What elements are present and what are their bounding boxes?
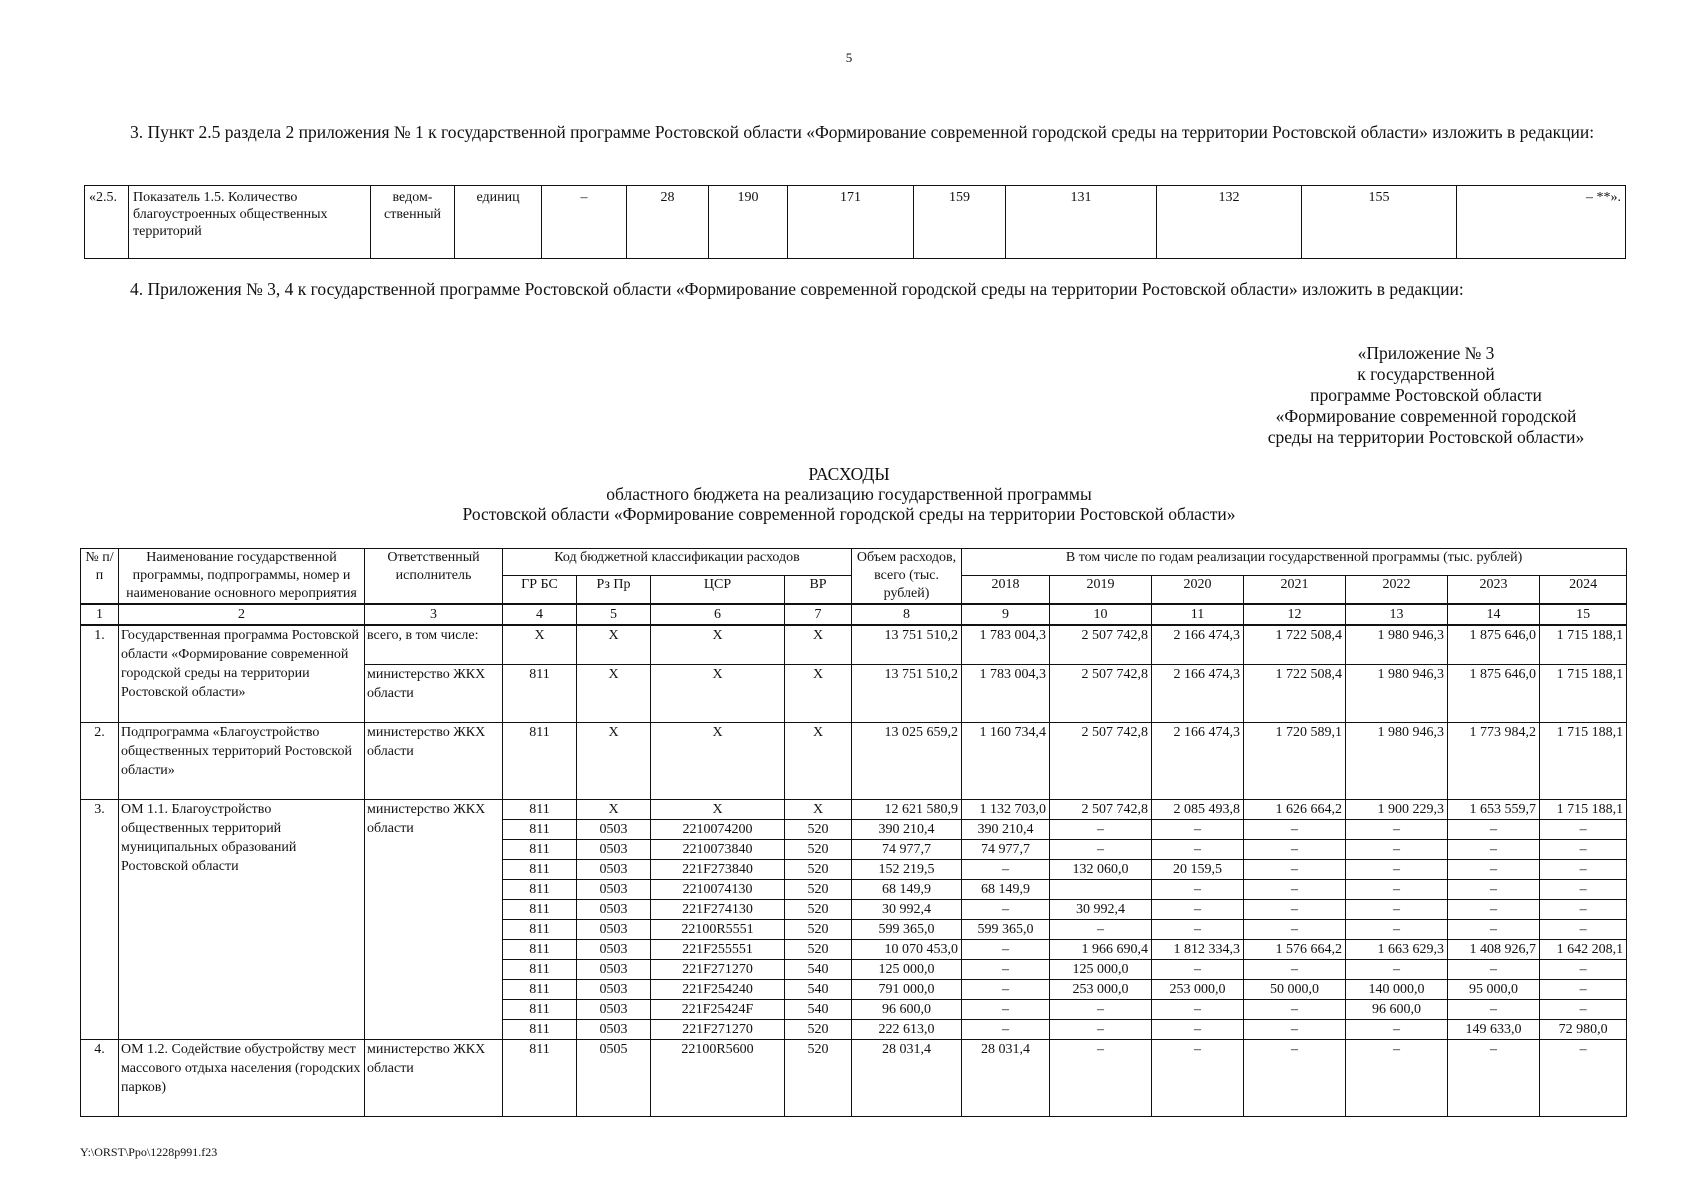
cell: – (1050, 1040, 1152, 1117)
header-year: 2019 (1050, 576, 1152, 604)
cell: 22100R5551 (651, 920, 785, 940)
cell: 811 (503, 840, 577, 860)
header-vr: ВР (785, 576, 852, 604)
cell: 811 (503, 1000, 577, 1020)
col-number: 4 (503, 604, 577, 625)
cell: 1 408 926,7 (1448, 940, 1540, 960)
cell: 0503 (577, 960, 651, 980)
cell: 68 149,9 (962, 880, 1050, 900)
cell: – (1540, 920, 1627, 940)
cell: – (1346, 880, 1448, 900)
col-number: 8 (852, 604, 962, 625)
page-number: 5 (845, 50, 853, 65)
cell: 811 (503, 880, 577, 900)
cell: 221F271270 (651, 1020, 785, 1040)
cell: – (1244, 1040, 1346, 1117)
cell: – (1152, 840, 1244, 860)
header-executor: Ответственный исполнитель (365, 549, 503, 605)
header-year: 2020 (1152, 576, 1244, 604)
cell: 1 900 229,3 (1346, 800, 1448, 820)
cell: 30 992,4 (1050, 900, 1152, 920)
row-num: 4. (81, 1040, 119, 1117)
col-number: 3 (365, 604, 503, 625)
cell: X (651, 665, 785, 723)
cell: 221F254240 (651, 980, 785, 1000)
cell: – (1244, 840, 1346, 860)
appendix-line: к государственной (1357, 364, 1495, 384)
cell: 791 000,0 (852, 980, 962, 1000)
cell: 390 210,4 (962, 820, 1050, 840)
cell: 12 621 580,9 (852, 800, 962, 820)
cell: 520 (785, 820, 852, 840)
cell: 0503 (577, 820, 651, 840)
indicator-cell: – (542, 186, 627, 259)
cell: 221F273840 (651, 860, 785, 880)
col-number: 10 (1050, 604, 1152, 625)
cell: 1 875 646,0 (1448, 625, 1540, 665)
paragraph-4: 4. Приложения № 3, 4 к государственной программе Ростовской области «Формирование современной городской среды на территории Ростовской области» изложить в редакции: (130, 279, 1464, 299)
cell: – (962, 960, 1050, 980)
row-name: Государственная программа Ростовской области «Формирование современной городской среды на территории Ростовской области» (119, 625, 365, 723)
indicator-cell: 155 (1302, 186, 1457, 259)
cell: 140 000,0 (1346, 980, 1448, 1000)
cell: – (1152, 1020, 1244, 1040)
cell: 2 507 742,8 (1050, 625, 1152, 665)
table-row (81, 723, 1627, 800)
cell: 221F255551 (651, 940, 785, 960)
cell: 74 977,7 (852, 840, 962, 860)
cell: 1 715 188,1 (1540, 723, 1627, 800)
cell: 811 (503, 723, 577, 800)
header-year: 2022 (1346, 576, 1448, 604)
cell: 1 773 984,2 (1448, 723, 1540, 800)
cell: – (1050, 820, 1152, 840)
cell: 2 507 742,8 (1050, 723, 1152, 800)
cell: – (1346, 1040, 1448, 1117)
cell: – (1448, 860, 1540, 880)
cell: 1 715 188,1 (1540, 665, 1627, 723)
cell: 0505 (577, 1040, 651, 1117)
cell: – (1448, 960, 1540, 980)
cell: 1 626 664,2 (1244, 800, 1346, 820)
cell: – (1244, 900, 1346, 920)
paragraph-3: 3. Пункт 2.5 раздела 2 приложения № 1 к государственной программе Ростовской области «Формирование современной городской среды на территории Ростовской области» изложить в редакции: (130, 122, 1595, 142)
cell: – (1244, 920, 1346, 940)
header-years: В том числе по годам реализации государственной программы (тыс. рублей) (962, 549, 1627, 576)
indicator-cell: «2.5. (85, 186, 129, 259)
cell: 520 (785, 860, 852, 880)
cell: – (1152, 1000, 1244, 1020)
cell: X (785, 665, 852, 723)
cell: – (962, 1020, 1050, 1040)
cell: – (962, 860, 1050, 880)
cell: – (1346, 820, 1448, 840)
cell: 22100R5600 (651, 1040, 785, 1117)
cell: 2 507 742,8 (1050, 665, 1152, 723)
cell: 149 633,0 (1448, 1020, 1540, 1040)
cell: – (1050, 1020, 1152, 1040)
appendix-line: «Формирование современной городской (1275, 406, 1577, 426)
cell: 0503 (577, 840, 651, 860)
cell: 520 (785, 1040, 852, 1117)
cell: – (1050, 840, 1152, 860)
cell: X (651, 723, 785, 800)
cell: 1 980 946,3 (1346, 625, 1448, 665)
cell: 1 783 004,3 (962, 625, 1050, 665)
cell: 125 000,0 (852, 960, 962, 980)
expenses-table (80, 548, 1627, 1117)
cell: 1 132 703,0 (962, 800, 1050, 820)
header-rzpr: Рз Пр (577, 576, 651, 604)
cell: X (785, 723, 852, 800)
cell: 96 600,0 (852, 1000, 962, 1020)
header-budget-code: Код бюджетной классификации расходов (503, 549, 852, 576)
cell: – (1152, 900, 1244, 920)
cell: 68 149,9 (852, 880, 962, 900)
cell: – (1448, 880, 1540, 900)
cell: 10 070 453,0 (852, 940, 962, 960)
cell: 811 (503, 1040, 577, 1117)
cell: – (1152, 1040, 1244, 1117)
cell: – (962, 1000, 1050, 1020)
cell: – (1448, 900, 1540, 920)
row-num: 2. (81, 723, 119, 800)
cell: 520 (785, 920, 852, 940)
cell: 1 663 629,3 (1346, 940, 1448, 960)
cell: – (1244, 960, 1346, 980)
cell: – (962, 940, 1050, 960)
col-number: 12 (1244, 604, 1346, 625)
cell: 74 977,7 (962, 840, 1050, 860)
cell: 811 (503, 960, 577, 980)
header-grbs: ГР БС (503, 576, 577, 604)
appendix-caption (1220, 343, 1632, 448)
header-year: 2021 (1244, 576, 1346, 604)
column-numbers-row (81, 604, 1627, 625)
cell: 540 (785, 960, 852, 980)
cell: 125 000,0 (1050, 960, 1152, 980)
cell: 540 (785, 1000, 852, 1020)
cell: – (1346, 920, 1448, 940)
cell: 0503 (577, 880, 651, 900)
cell: 0503 (577, 980, 651, 1000)
cell: 811 (503, 980, 577, 1000)
cell: – (962, 980, 1050, 1000)
col-number: 14 (1448, 604, 1540, 625)
cell: 1 812 334,3 (1152, 940, 1244, 960)
cell: – (1540, 900, 1627, 920)
cell: – (1540, 880, 1627, 900)
cell: 20 159,5 (1152, 860, 1244, 880)
col-number: 2 (119, 604, 365, 625)
file-path-footer: Y:\ORST\Ppo\1228p991.f23 (80, 1145, 218, 1159)
row-num: 3. (81, 800, 119, 1040)
cell: 253 000,0 (1152, 980, 1244, 1000)
cell: X (785, 625, 852, 665)
cell: 811 (503, 665, 577, 723)
cell: – (1540, 980, 1627, 1000)
cell: 811 (503, 820, 577, 840)
heading-line: Ростовской области «Формирование современной городской среды на территории Ростовской области» (462, 504, 1236, 524)
indicator-cell: 159 (914, 186, 1006, 259)
row-name: Подпрограмма «Благоустройство общественных территорий Ростовской области» (119, 723, 365, 800)
row-executor: всего, в том числе: (365, 625, 503, 665)
cell: 811 (503, 860, 577, 880)
indicator-row (85, 186, 1626, 259)
cell: 30 992,4 (852, 900, 962, 920)
heading-title: РАСХОДЫ (808, 464, 890, 484)
cell: – (1244, 1020, 1346, 1040)
cell: – (1244, 1000, 1346, 1020)
table-row (81, 625, 1627, 665)
row-executor: министерство ЖКХ области (365, 800, 503, 1040)
cell: – (1050, 1000, 1152, 1020)
cell: 2210073840 (651, 840, 785, 860)
cell: X (577, 625, 651, 665)
table-row (81, 800, 1627, 820)
cell: 0503 (577, 1020, 651, 1040)
cell: 72 980,0 (1540, 1020, 1627, 1040)
cell: – (1540, 860, 1627, 880)
row-name: ОМ 1.2. Содействие обустройству мест массового отдыха населения (городских парков) (119, 1040, 365, 1117)
cell: 13 751 510,2 (852, 665, 962, 723)
row-executor: министерство ЖКХ области (365, 723, 503, 800)
cell: 13 751 510,2 (852, 625, 962, 665)
cell: 1 715 188,1 (1540, 800, 1627, 820)
indicator-cell: 171 (788, 186, 914, 259)
col-number: 15 (1540, 604, 1627, 625)
cell: – (1244, 880, 1346, 900)
cell: – (1448, 920, 1540, 940)
cell: 1 642 208,1 (1540, 940, 1627, 960)
cell: 2 085 493,8 (1152, 800, 1244, 820)
cell: 1 720 589,1 (1244, 723, 1346, 800)
cell: 520 (785, 840, 852, 860)
cell: 1 980 946,3 (1346, 665, 1448, 723)
cell: – (1346, 900, 1448, 920)
cell: 2 166 474,3 (1152, 723, 1244, 800)
cell: 390 210,4 (852, 820, 962, 840)
cell: 540 (785, 980, 852, 1000)
cell: X (651, 800, 785, 820)
indicator-cell: Показатель 1.5. Количество благоустроенных общественных территорий (129, 186, 371, 259)
cell: – (1346, 960, 1448, 980)
cell: 599 365,0 (852, 920, 962, 940)
cell: X (577, 723, 651, 800)
cell: X (577, 800, 651, 820)
cell: – (1448, 1000, 1540, 1020)
cell: – (1540, 1000, 1627, 1020)
cell: 520 (785, 1020, 852, 1040)
cell: 811 (503, 900, 577, 920)
cell: 152 219,5 (852, 860, 962, 880)
cell: – (1540, 820, 1627, 840)
cell: 811 (503, 940, 577, 960)
cell: 599 365,0 (962, 920, 1050, 940)
cell: 13 025 659,2 (852, 723, 962, 800)
cell: X (651, 625, 785, 665)
cell: – (1346, 840, 1448, 860)
indicator-cell: единиц (455, 186, 542, 259)
cell: 1 783 004,3 (962, 665, 1050, 723)
cell: 2 166 474,3 (1152, 625, 1244, 665)
cell: 520 (785, 940, 852, 960)
cell: X (785, 800, 852, 820)
cell: 1 653 559,7 (1448, 800, 1540, 820)
cell: 96 600,0 (1346, 1000, 1448, 1020)
header-year: 2024 (1540, 576, 1627, 604)
header-csr: ЦСР (651, 576, 785, 604)
table-heading (0, 464, 1698, 524)
indicator-cell: 132 (1157, 186, 1302, 259)
cell: – (1050, 920, 1152, 940)
cell: – (1448, 820, 1540, 840)
cell: 222 613,0 (852, 1020, 962, 1040)
cell: 0503 (577, 860, 651, 880)
col-number: 7 (785, 604, 852, 625)
cell: 132 060,0 (1050, 860, 1152, 880)
col-number: 1 (81, 604, 119, 625)
appendix-line: программе Ростовской области (1310, 385, 1542, 405)
cell: 221F274130 (651, 900, 785, 920)
cell: 1 576 664,2 (1244, 940, 1346, 960)
row-executor: министерство ЖКХ области (365, 1040, 503, 1117)
cell: – (1448, 1040, 1540, 1117)
indicator-cell: 28 (627, 186, 709, 259)
cell: – (1540, 960, 1627, 980)
cell: 1 722 508,4 (1244, 665, 1346, 723)
cell: – (1244, 820, 1346, 840)
header-name: Наименование государственной программы, подпрограммы, номер и наименование основного мероприятия (119, 549, 365, 605)
row-executor: министерство ЖКХ области (365, 665, 503, 723)
indicator-cell: 190 (709, 186, 788, 259)
cell: – (1152, 960, 1244, 980)
cell: – (1540, 840, 1627, 860)
header-num: № п/п (81, 549, 119, 605)
indicator-cell: 131 (1006, 186, 1157, 259)
cell: 50 000,0 (1244, 980, 1346, 1000)
col-number: 9 (962, 604, 1050, 625)
col-number: 5 (577, 604, 651, 625)
header-year: 2023 (1448, 576, 1540, 604)
cell: 221F25424F (651, 1000, 785, 1020)
cell: 811 (503, 800, 577, 820)
cell: 1 980 946,3 (1346, 723, 1448, 800)
header-year: 2018 (962, 576, 1050, 604)
cell: – (1152, 820, 1244, 840)
cell: – (1244, 860, 1346, 880)
cell: 0503 (577, 940, 651, 960)
cell: – (1346, 860, 1448, 880)
cell: – (1346, 1020, 1448, 1040)
cell: 0503 (577, 900, 651, 920)
cell: 2 166 474,3 (1152, 665, 1244, 723)
cell: X (577, 665, 651, 723)
cell: 0503 (577, 1000, 651, 1020)
cell: 2 507 742,8 (1050, 800, 1152, 820)
cell: 28 031,4 (962, 1040, 1050, 1117)
cell: 2210074130 (651, 880, 785, 900)
col-number: 13 (1346, 604, 1448, 625)
cell: 1 875 646,0 (1448, 665, 1540, 723)
table-row (81, 1040, 1627, 1117)
cell: 0503 (577, 920, 651, 940)
cell: – (962, 900, 1050, 920)
cell: 811 (503, 920, 577, 940)
cell: 221F271270 (651, 960, 785, 980)
cell: 1 160 734,4 (962, 723, 1050, 800)
col-number: 11 (1152, 604, 1244, 625)
cell: 1 722 508,4 (1244, 625, 1346, 665)
cell: 28 031,4 (852, 1040, 962, 1117)
indicator-cell: ведом-ственный (371, 186, 455, 259)
cell: 1 715 188,1 (1540, 625, 1627, 665)
cell: 520 (785, 900, 852, 920)
appendix-line: «Приложение № 3 (1357, 343, 1495, 363)
cell: 811 (503, 1020, 577, 1040)
cell: – (1448, 840, 1540, 860)
cell: – (1540, 1040, 1627, 1117)
cell: 253 000,0 (1050, 980, 1152, 1000)
row-name: ОМ 1.1. Благоустройство общественных территорий муниципальных образований Ростовской области (119, 800, 365, 1040)
row-num: 1. (81, 625, 119, 723)
cell: 520 (785, 880, 852, 900)
appendix-line: среды на территории Ростовской области» (1267, 427, 1585, 447)
indicator-table (84, 185, 1626, 259)
cell: – (1152, 920, 1244, 940)
header-total: Объем расходов, всего (тыс. рублей) (852, 549, 962, 605)
cell: 1 966 690,4 (1050, 940, 1152, 960)
cell: 95 000,0 (1448, 980, 1540, 1000)
col-number: 6 (651, 604, 785, 625)
indicator-cell: – **». (1457, 186, 1626, 259)
cell: – (1152, 880, 1244, 900)
cell: 2210074200 (651, 820, 785, 840)
cell (1050, 880, 1152, 900)
heading-line: областного бюджета на реализацию государственной программы (606, 484, 1092, 504)
cell: X (503, 625, 577, 665)
